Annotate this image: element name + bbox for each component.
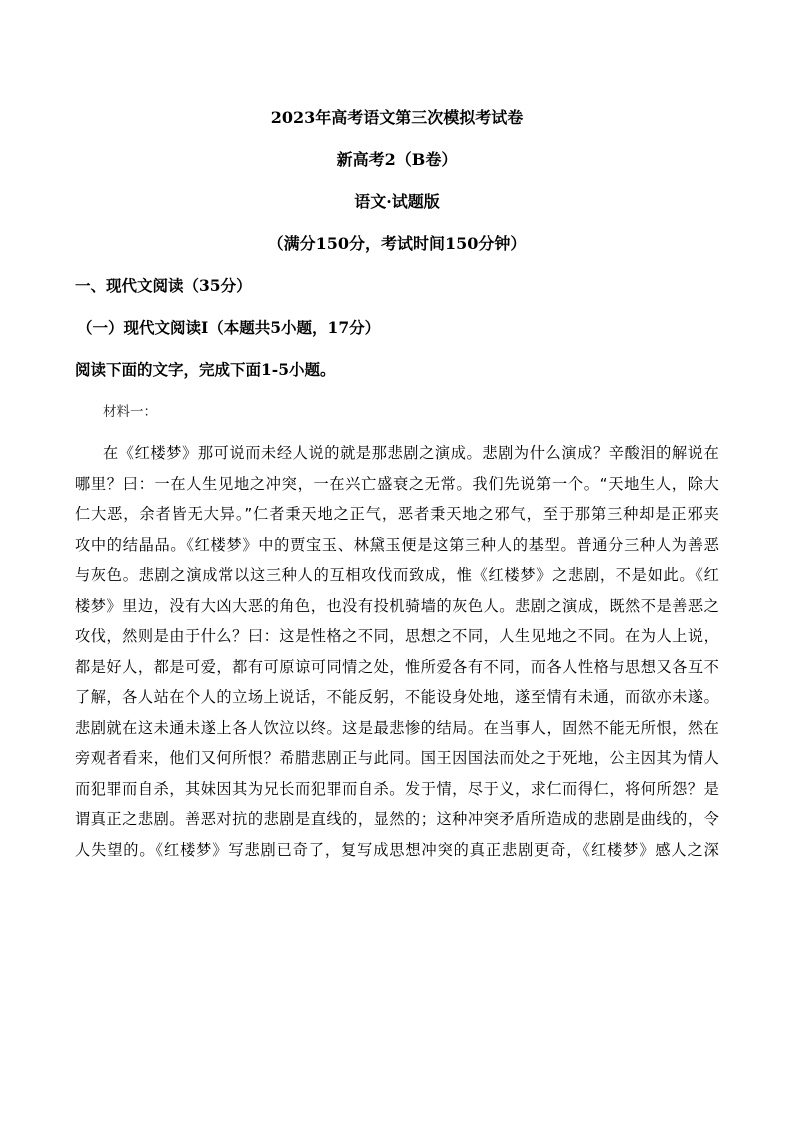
paragraph-line: 攻中的结晶品。《红楼梦》中的贾宝玉、林黛玉便是这第三种人的基型。普通分三种人为善恶: [75, 535, 719, 554]
subsection-heading: （一）现代文阅读I（本题共5小题，17分）: [77, 318, 381, 337]
exam-score-time: （满分150分，考试时间150分钟）: [267, 234, 527, 253]
section-heading: 一、现代文阅读（35分）: [75, 276, 252, 295]
paragraph-line: 悲剧就在这未通未遂上各人饮泣以终。这是最悲惨的结局。在当事人，固然不能无所恨，然在: [75, 718, 719, 737]
exam-title: 2023年高考语文第三次模拟考试卷: [270, 108, 524, 127]
paragraph-line: 在《红楼梦》那可说而未经人说的就是那悲剧之演成。悲剧为什么演成？辛酸泪的解说在: [103, 444, 719, 462]
paragraph-line: 与灰色。悲剧之演成常以这三种人的互相攻伐而致成，惟《红楼梦》之悲剧，不是如此。《红: [75, 566, 719, 584]
paragraph-line: 仁大恶，余者皆无大异。”仁者秉天地之正气，恶者秉天地之邪气，至于那第三种却是正邪夹: [75, 505, 719, 523]
paragraph-line: 而犯罪而自杀，其妹因其为兄长而犯罪而自杀。发于情，尽于义，求仁而得仁，将何所怨？是: [75, 779, 719, 798]
exam-version: 语文·试题版: [354, 192, 440, 211]
paragraph-line: 人失望的。《红楼梦》写悲剧已奇了，复写成思想冲突的真正悲剧更奇，《红楼梦》感人之深: [75, 840, 719, 859]
paragraph-line: 谓真正之悲剧。善恶对抗的悲剧是直线的，显然的；这种冲突矛盾所造成的悲剧是曲线的，令: [75, 810, 719, 828]
material-label: 材料一：: [103, 404, 157, 420]
paragraph-line: 哪里？曰：一在人生见地之冲突，一在兴亡盛衰之无常。我们先说第一个。“天地生人，除大: [75, 474, 719, 493]
material-paragraph: [75, 438, 719, 865]
paragraph-line: 都是好人，都是可爱，都有可原谅可同情之处，惟所爱各有不同，而各人性格与思想又各互不: [75, 657, 719, 676]
exam-subtitle: 新高考2（B卷）: [336, 150, 458, 169]
paragraph-line: 楼梦》里边，没有大凶大恶的角色，也没有投机骑墙的灰色人。悲剧之演成，既然不是善恶之: [75, 596, 719, 615]
paragraph-line: 旁观者看来，他们又何所恨？希腊悲剧正与此同。国王因国法而处之于死地，公主因其为情人: [75, 749, 719, 767]
reading-instruction: 阅读下面的文字，完成下面1-5小题。: [75, 360, 336, 379]
paragraph-line: 攻伐，然则是由于什么？曰：这是性格之不同，思想之不同，人生见地之不同。在为人上说，: [75, 627, 719, 645]
paragraph-line: 了解，各人站在个人的立场上说话，不能反躬，不能设身处地，遂至情有未通，而欲亦未遂。: [75, 688, 719, 706]
